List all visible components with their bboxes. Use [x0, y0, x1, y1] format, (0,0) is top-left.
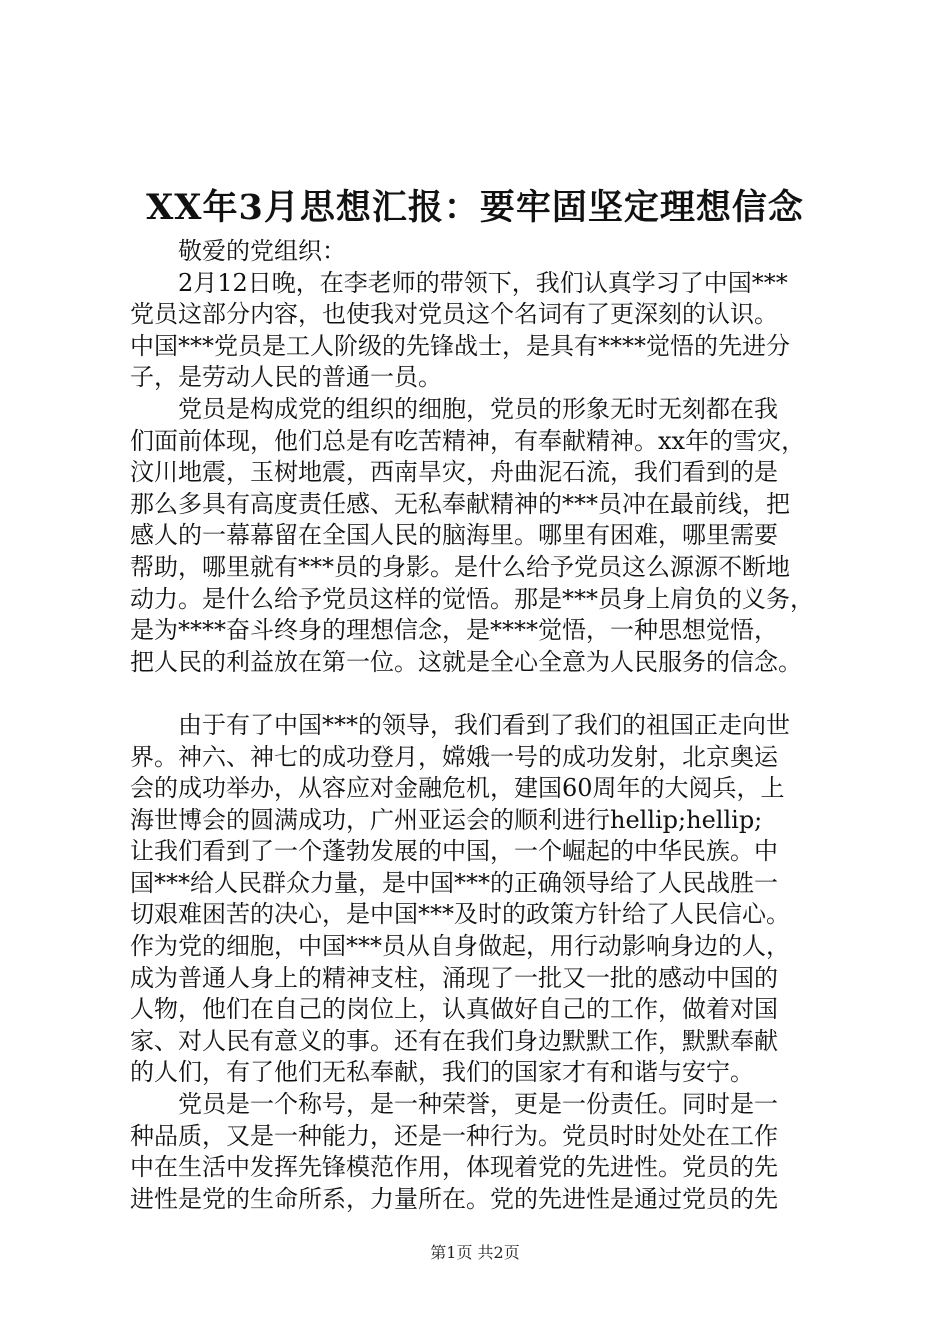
body-line: 进性是党的生命所系，力量所在。党的先进性是通过党员的先: [130, 1184, 778, 1213]
body-line: 种品质，又是一种能力，还是一种行为。党员时时处处在工作: [130, 1121, 778, 1150]
body-line: 界。神六、神七的成功登月，嫦娥一号的成功发射，北京奥运: [130, 742, 778, 771]
body-line: 国***给人民群众力量，是中国***的正确领导给了人民战胜一: [130, 868, 778, 897]
body-line: 动力。是什么给予党员这样的觉悟。那是***员身上肩负的义务，: [130, 584, 814, 613]
paragraph-gap: [130, 678, 830, 710]
body-line: 会的成功举办，从容应对金融危机，建国60周年的大阅兵，上: [130, 774, 785, 803]
body-line: 帮助，哪里就有***员的身影。是什么给予党员这么源源不断地: [130, 552, 790, 581]
body-line: 由于有了中国***的领导，我们看到了我们的祖国正走向世: [130, 710, 790, 739]
body-line: 那么多具有高度责任感、无私奉献精神的***员冲在最前线，把: [130, 489, 790, 518]
body-line: 是为****奋斗终身的理想信念，是****觉悟，一种思想觉悟，: [130, 616, 778, 645]
body-line: 把人民的利益放在第一位。这就是全心全意为人民服务的信念。: [130, 647, 802, 676]
body-line: 2月12日晚，在李老师的带领下，我们认真学习了中国***: [130, 268, 788, 297]
page-footer: 第1页 共2页: [430, 1243, 520, 1262]
body-line: 们面前体现，他们总是有吃苦精神，有奉献精神。xx年的雪灾，: [130, 426, 806, 455]
body-line: 中在生活中发挥先锋模范作用，体现着党的先进性。党员的先: [130, 1153, 778, 1182]
body-line: 中国***党员是工人阶级的先锋战士，是具有****觉悟的先进分: [130, 331, 790, 360]
document-title: XX年3月思想汇报：要牢固坚定理想信念: [146, 187, 804, 228]
body-line: 党员这部分内容，也使我对党员这个名词有了更深刻的认识。: [130, 300, 778, 329]
body-line: 党员是一个称号，是一种荣誉，更是一份责任。同时是一: [130, 1090, 778, 1119]
document-body: [130, 236, 830, 1215]
body-line: 子，是劳动人民的普通一员。: [130, 363, 442, 392]
body-line: 成为普通人身上的精神支柱，涌现了一批又一批的感动中国的: [130, 963, 778, 992]
body-line: 海世博会的圆满成功，广州亚运会的顺利进行hellip;hellip;: [130, 805, 763, 834]
body-line: 党员是构成党的组织的细胞，党员的形象无时无刻都在我: [130, 394, 778, 423]
body-line: 家、对人民有意义的事。还有在我们身边默默工作，默默奉献: [130, 1026, 778, 1055]
body-line: 的人们，有了他们无私奉献，我们的国家才有和谐与安宁。: [130, 1058, 754, 1087]
body-line: 感人的一幕幕留在全国人民的脑海里。哪里有困难，哪里需要: [130, 521, 778, 550]
body-line: 让我们看到了一个蓬勃发展的中国，一个崛起的中华民族。中: [130, 837, 778, 866]
body-line: 敬爱的党组织：: [130, 237, 346, 265]
body-line: 切艰难困苦的决心，是中国***及时的政策方针给了人民信心。: [130, 900, 790, 929]
body-line: 人物，他们在自己的岗位上，认真做好自己的工作，做着对国: [130, 995, 778, 1024]
body-line: 汶川地震，玉树地震，西南旱灾，舟曲泥石流，我们看到的是: [130, 458, 778, 487]
body-line: 作为党的细胞，中国***员从自身做起，用行动影响身边的人，: [130, 932, 790, 961]
